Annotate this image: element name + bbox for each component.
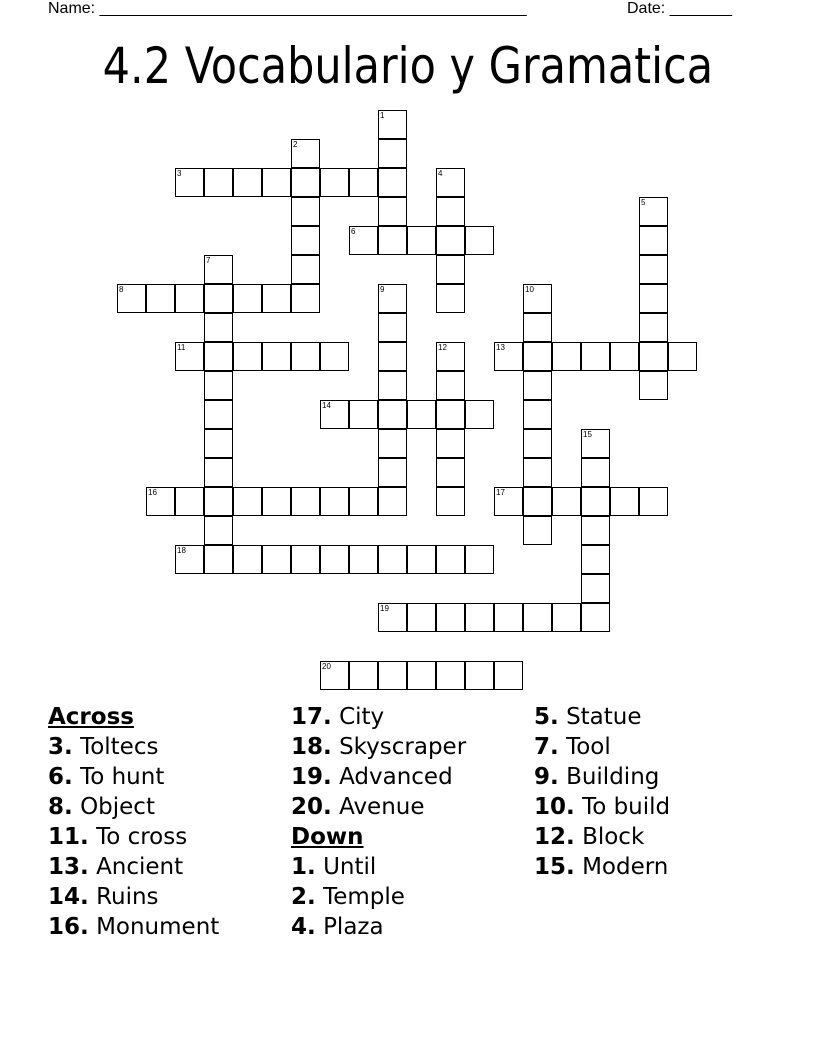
crossword-cell[interactable]	[436, 603, 465, 632]
clue-item-text: Toltecs	[80, 734, 159, 760]
crossword-cell[interactable]	[320, 545, 349, 574]
crossword-cell[interactable]	[320, 661, 349, 690]
crossword-cell[interactable]	[233, 284, 262, 313]
crossword-cell[interactable]	[523, 313, 552, 342]
crossword-cell[interactable]	[581, 516, 610, 545]
crossword-cell[interactable]	[349, 487, 378, 516]
crossword-cell[interactable]	[378, 400, 407, 429]
clue-item-number: 20.	[291, 794, 332, 820]
crossword-cell[interactable]	[233, 342, 262, 371]
crossword-cell[interactable]	[349, 661, 378, 690]
clues-column-3	[534, 702, 670, 882]
crossword-cell[interactable]	[320, 400, 349, 429]
crossword-cell[interactable]	[349, 168, 378, 197]
clue-item-text: Until	[323, 854, 377, 880]
crossword-cell[interactable]	[291, 197, 320, 226]
clue-number: 20	[322, 662, 331, 671]
clue-number: 10	[525, 285, 534, 294]
clue-item	[534, 732, 670, 762]
page-title	[0, 36, 816, 96]
crossword-cell[interactable]	[378, 197, 407, 226]
clue-item	[291, 792, 466, 822]
clue-item	[534, 702, 670, 732]
crossword-cell[interactable]	[639, 284, 668, 313]
crossword-cell[interactable]	[523, 603, 552, 632]
crossword-cell[interactable]	[378, 342, 407, 371]
clue-item-text: Temple	[323, 884, 405, 910]
clue-item	[534, 792, 670, 822]
clue-item-text: Ancient	[96, 854, 184, 880]
clue-item-text: To cross	[96, 824, 188, 850]
crossword-cell[interactable]	[465, 400, 494, 429]
crossword-cell[interactable]	[378, 110, 407, 139]
clue-item	[48, 912, 219, 942]
clue-item	[48, 792, 219, 822]
clue-number: 18	[177, 546, 186, 555]
crossword-cell[interactable]	[233, 168, 262, 197]
crossword-cell[interactable]	[117, 284, 146, 313]
crossword-cell[interactable]	[407, 545, 436, 574]
crossword-cell[interactable]	[610, 342, 639, 371]
clue-item-text: Plaza	[323, 914, 384, 940]
crossword-cell[interactable]	[378, 284, 407, 313]
crossword-cell[interactable]	[291, 255, 320, 284]
crossword-cell[interactable]	[436, 429, 465, 458]
crossword-cell[interactable]	[436, 197, 465, 226]
clue-item-number: 19.	[291, 764, 332, 790]
crossword-cell[interactable]	[175, 487, 204, 516]
clue-item-text: City	[339, 704, 385, 730]
clue-item	[534, 852, 670, 882]
crossword-cell[interactable]	[523, 400, 552, 429]
clue-item-number: 3.	[48, 734, 73, 760]
crossword-cell[interactable]	[581, 458, 610, 487]
crossword-cell[interactable]	[407, 400, 436, 429]
crossword-cell[interactable]	[204, 487, 233, 516]
crossword-cell[interactable]	[378, 313, 407, 342]
clue-number: 14	[322, 401, 331, 410]
crossword-cell[interactable]	[523, 342, 552, 371]
clue-number: 8	[119, 285, 124, 294]
crossword-cell[interactable]	[204, 255, 233, 284]
clue-item	[291, 852, 466, 882]
crossword-cell[interactable]	[581, 429, 610, 458]
crossword-cell[interactable]	[262, 284, 291, 313]
crossword-cell[interactable]	[436, 545, 465, 574]
crossword-cell[interactable]	[523, 487, 552, 516]
crossword-cell[interactable]	[204, 516, 233, 545]
clues-column-1	[48, 702, 219, 942]
crossword-cell[interactable]	[204, 400, 233, 429]
crossword-cell[interactable]	[175, 284, 204, 313]
clue-item-text: To build	[582, 794, 671, 820]
clue-item	[48, 762, 219, 792]
clue-item-number: 7.	[534, 734, 559, 760]
crossword-cell[interactable]	[552, 487, 581, 516]
crossword-cell[interactable]	[552, 342, 581, 371]
clue-item-number: 17.	[291, 704, 332, 730]
crossword-cell[interactable]	[465, 545, 494, 574]
crossword-cell[interactable]	[204, 284, 233, 313]
crossword-cell[interactable]	[262, 342, 291, 371]
clue-item-number: 11.	[48, 824, 89, 850]
clue-item	[291, 732, 466, 762]
clue-number: 11	[177, 343, 186, 352]
crossword-cell[interactable]	[175, 342, 204, 371]
clue-item-number: 15.	[534, 854, 575, 880]
clue-item	[291, 762, 466, 792]
clue-item	[48, 852, 219, 882]
crossword-cell[interactable]	[523, 371, 552, 400]
clue-item-number: 9.	[534, 764, 559, 790]
crossword-cell[interactable]	[378, 139, 407, 168]
clue-item-number: 1.	[291, 854, 316, 880]
crossword-cell[interactable]	[668, 342, 697, 371]
clue-item-number: 6.	[48, 764, 73, 790]
clue-item	[48, 822, 219, 852]
crossword-cell[interactable]	[349, 400, 378, 429]
clue-item	[48, 882, 219, 912]
crossword-cell[interactable]	[262, 168, 291, 197]
crossword-cell[interactable]	[639, 487, 668, 516]
crossword-cell[interactable]	[436, 487, 465, 516]
crossword-cell[interactable]	[262, 487, 291, 516]
crossword-cell[interactable]	[175, 545, 204, 574]
title-text: 4.2 Vocabulario y Gramatica	[102, 37, 714, 95]
crossword-cell[interactable]	[581, 574, 610, 603]
clue-number: 9	[380, 285, 385, 294]
crossword-cell[interactable]	[146, 487, 175, 516]
crossword-cell[interactable]	[320, 168, 349, 197]
crossword-cell[interactable]	[581, 603, 610, 632]
crossword-cell[interactable]	[407, 661, 436, 690]
crossword-cell[interactable]	[204, 313, 233, 342]
clue-item-text: Advanced	[339, 764, 453, 790]
clue-number: 19	[380, 604, 389, 613]
clue-item	[291, 912, 466, 942]
crossword-cell[interactable]	[291, 226, 320, 255]
crossword-cell[interactable]	[639, 371, 668, 400]
clue-item-number: 12.	[534, 824, 575, 850]
clue-item-number: 10.	[534, 794, 575, 820]
crossword-cell[interactable]	[436, 400, 465, 429]
clue-item-text: To hunt	[80, 764, 165, 790]
crossword-cell[interactable]	[349, 545, 378, 574]
clue-item-text: Monument	[96, 914, 220, 940]
crossword-cell[interactable]	[436, 226, 465, 255]
crossword-cell[interactable]	[639, 342, 668, 371]
clue-item-text: Avenue	[339, 794, 425, 820]
crossword-cell[interactable]	[494, 661, 523, 690]
crossword-cell[interactable]	[204, 168, 233, 197]
clue-item-number: 18.	[291, 734, 332, 760]
clue-item-text: Tool	[566, 734, 611, 760]
crossword-cell[interactable]	[407, 226, 436, 255]
clue-item-text: Skyscraper	[339, 734, 467, 760]
clue-item	[534, 762, 670, 792]
down-heading: Down	[291, 824, 364, 850]
crossword-cell[interactable]	[610, 487, 639, 516]
clue-item	[291, 882, 466, 912]
crossword-cell[interactable]	[262, 545, 291, 574]
crossword-cell[interactable]	[175, 168, 204, 197]
crossword-cell[interactable]	[204, 429, 233, 458]
crossword-cell[interactable]	[552, 603, 581, 632]
crossword-cell[interactable]	[291, 545, 320, 574]
clue-item-text: Modern	[582, 854, 669, 880]
crossword-cell[interactable]	[581, 545, 610, 574]
clue-item-text: Ruins	[96, 884, 159, 910]
clues-column-2	[291, 702, 466, 942]
clue-item-number: 13.	[48, 854, 89, 880]
clue-number: 12	[438, 343, 447, 352]
clue-item-text: Building	[566, 764, 660, 790]
crossword-cell[interactable]	[378, 458, 407, 487]
name-field[interactable]: Name: ________________________________________________	[48, 0, 527, 17]
clue-number: 1	[380, 111, 385, 120]
crossword-cell[interactable]	[204, 342, 233, 371]
crossword-cell[interactable]	[465, 226, 494, 255]
clue-item-number: 5.	[534, 704, 559, 730]
clue-number: 5	[641, 198, 646, 207]
clue-number: 13	[496, 343, 505, 352]
crossword-cell[interactable]	[494, 603, 523, 632]
crossword-cell[interactable]	[436, 458, 465, 487]
clue-item-text: Statue	[566, 704, 642, 730]
crossword-cell[interactable]	[494, 342, 523, 371]
crossword-cell[interactable]	[523, 429, 552, 458]
clue-number: 2	[293, 140, 298, 149]
clue-number: 17	[496, 488, 505, 497]
crossword-cell[interactable]	[436, 284, 465, 313]
crossword-cell[interactable]	[523, 284, 552, 313]
clue-item-text: Block	[582, 824, 645, 850]
crossword-cell[interactable]	[378, 429, 407, 458]
crossword-cell[interactable]	[436, 661, 465, 690]
clue-number: 3	[177, 169, 182, 178]
crossword-cell[interactable]	[320, 487, 349, 516]
crossword-cell[interactable]	[291, 168, 320, 197]
clue-number: 4	[438, 169, 443, 178]
crossword-cell[interactable]	[291, 139, 320, 168]
clue-item	[291, 702, 466, 732]
crossword-cell[interactable]	[523, 516, 552, 545]
clue-number: 15	[583, 430, 592, 439]
crossword-cell[interactable]	[291, 284, 320, 313]
crossword-cell[interactable]	[465, 603, 494, 632]
crossword-cell[interactable]	[407, 603, 436, 632]
crossword-cell[interactable]	[146, 284, 175, 313]
crossword-cell[interactable]	[581, 342, 610, 371]
crossword-cell[interactable]	[378, 545, 407, 574]
crossword-cell[interactable]	[436, 168, 465, 197]
clue-item	[48, 732, 219, 762]
crossword-cell[interactable]	[639, 197, 668, 226]
date-field[interactable]: Date: _______	[627, 0, 732, 17]
crossword-cell[interactable]	[639, 226, 668, 255]
crossword-cell[interactable]	[233, 545, 262, 574]
clue-item-number: 14.	[48, 884, 89, 910]
clue-number: 7	[206, 256, 211, 265]
crossword-cell[interactable]	[378, 603, 407, 632]
across-heading: Across	[48, 704, 134, 730]
crossword-cell[interactable]	[436, 371, 465, 400]
crossword-cell[interactable]	[233, 487, 262, 516]
clue-item-number: 4.	[291, 914, 316, 940]
crossword-cell[interactable]	[349, 226, 378, 255]
crossword-cell[interactable]	[436, 342, 465, 371]
clue-item-number: 8.	[48, 794, 73, 820]
crossword-cell[interactable]	[378, 168, 407, 197]
clue-item-number: 16.	[48, 914, 89, 940]
crossword-cell[interactable]	[378, 226, 407, 255]
crossword-cell[interactable]	[291, 487, 320, 516]
crossword-cell[interactable]	[378, 661, 407, 690]
crossword-cell[interactable]	[204, 371, 233, 400]
crossword-cell[interactable]	[639, 255, 668, 284]
crossword-cell[interactable]	[320, 342, 349, 371]
crossword-cell[interactable]	[291, 342, 320, 371]
crossword-cell[interactable]	[378, 487, 407, 516]
crossword-cell[interactable]	[581, 487, 610, 516]
crossword-cell[interactable]	[639, 313, 668, 342]
crossword-cell[interactable]	[494, 487, 523, 516]
crossword-cell[interactable]	[523, 458, 552, 487]
clue-item	[534, 822, 670, 852]
crossword-cell[interactable]	[436, 255, 465, 284]
crossword-cell[interactable]	[378, 371, 407, 400]
clue-item-text: Object	[80, 794, 155, 820]
clue-number: 16	[148, 488, 157, 497]
clue-item-number: 2.	[291, 884, 316, 910]
crossword-cell[interactable]	[204, 545, 233, 574]
clue-number: 6	[351, 227, 356, 236]
crossword-cell[interactable]	[204, 458, 233, 487]
crossword-cell[interactable]	[465, 661, 494, 690]
